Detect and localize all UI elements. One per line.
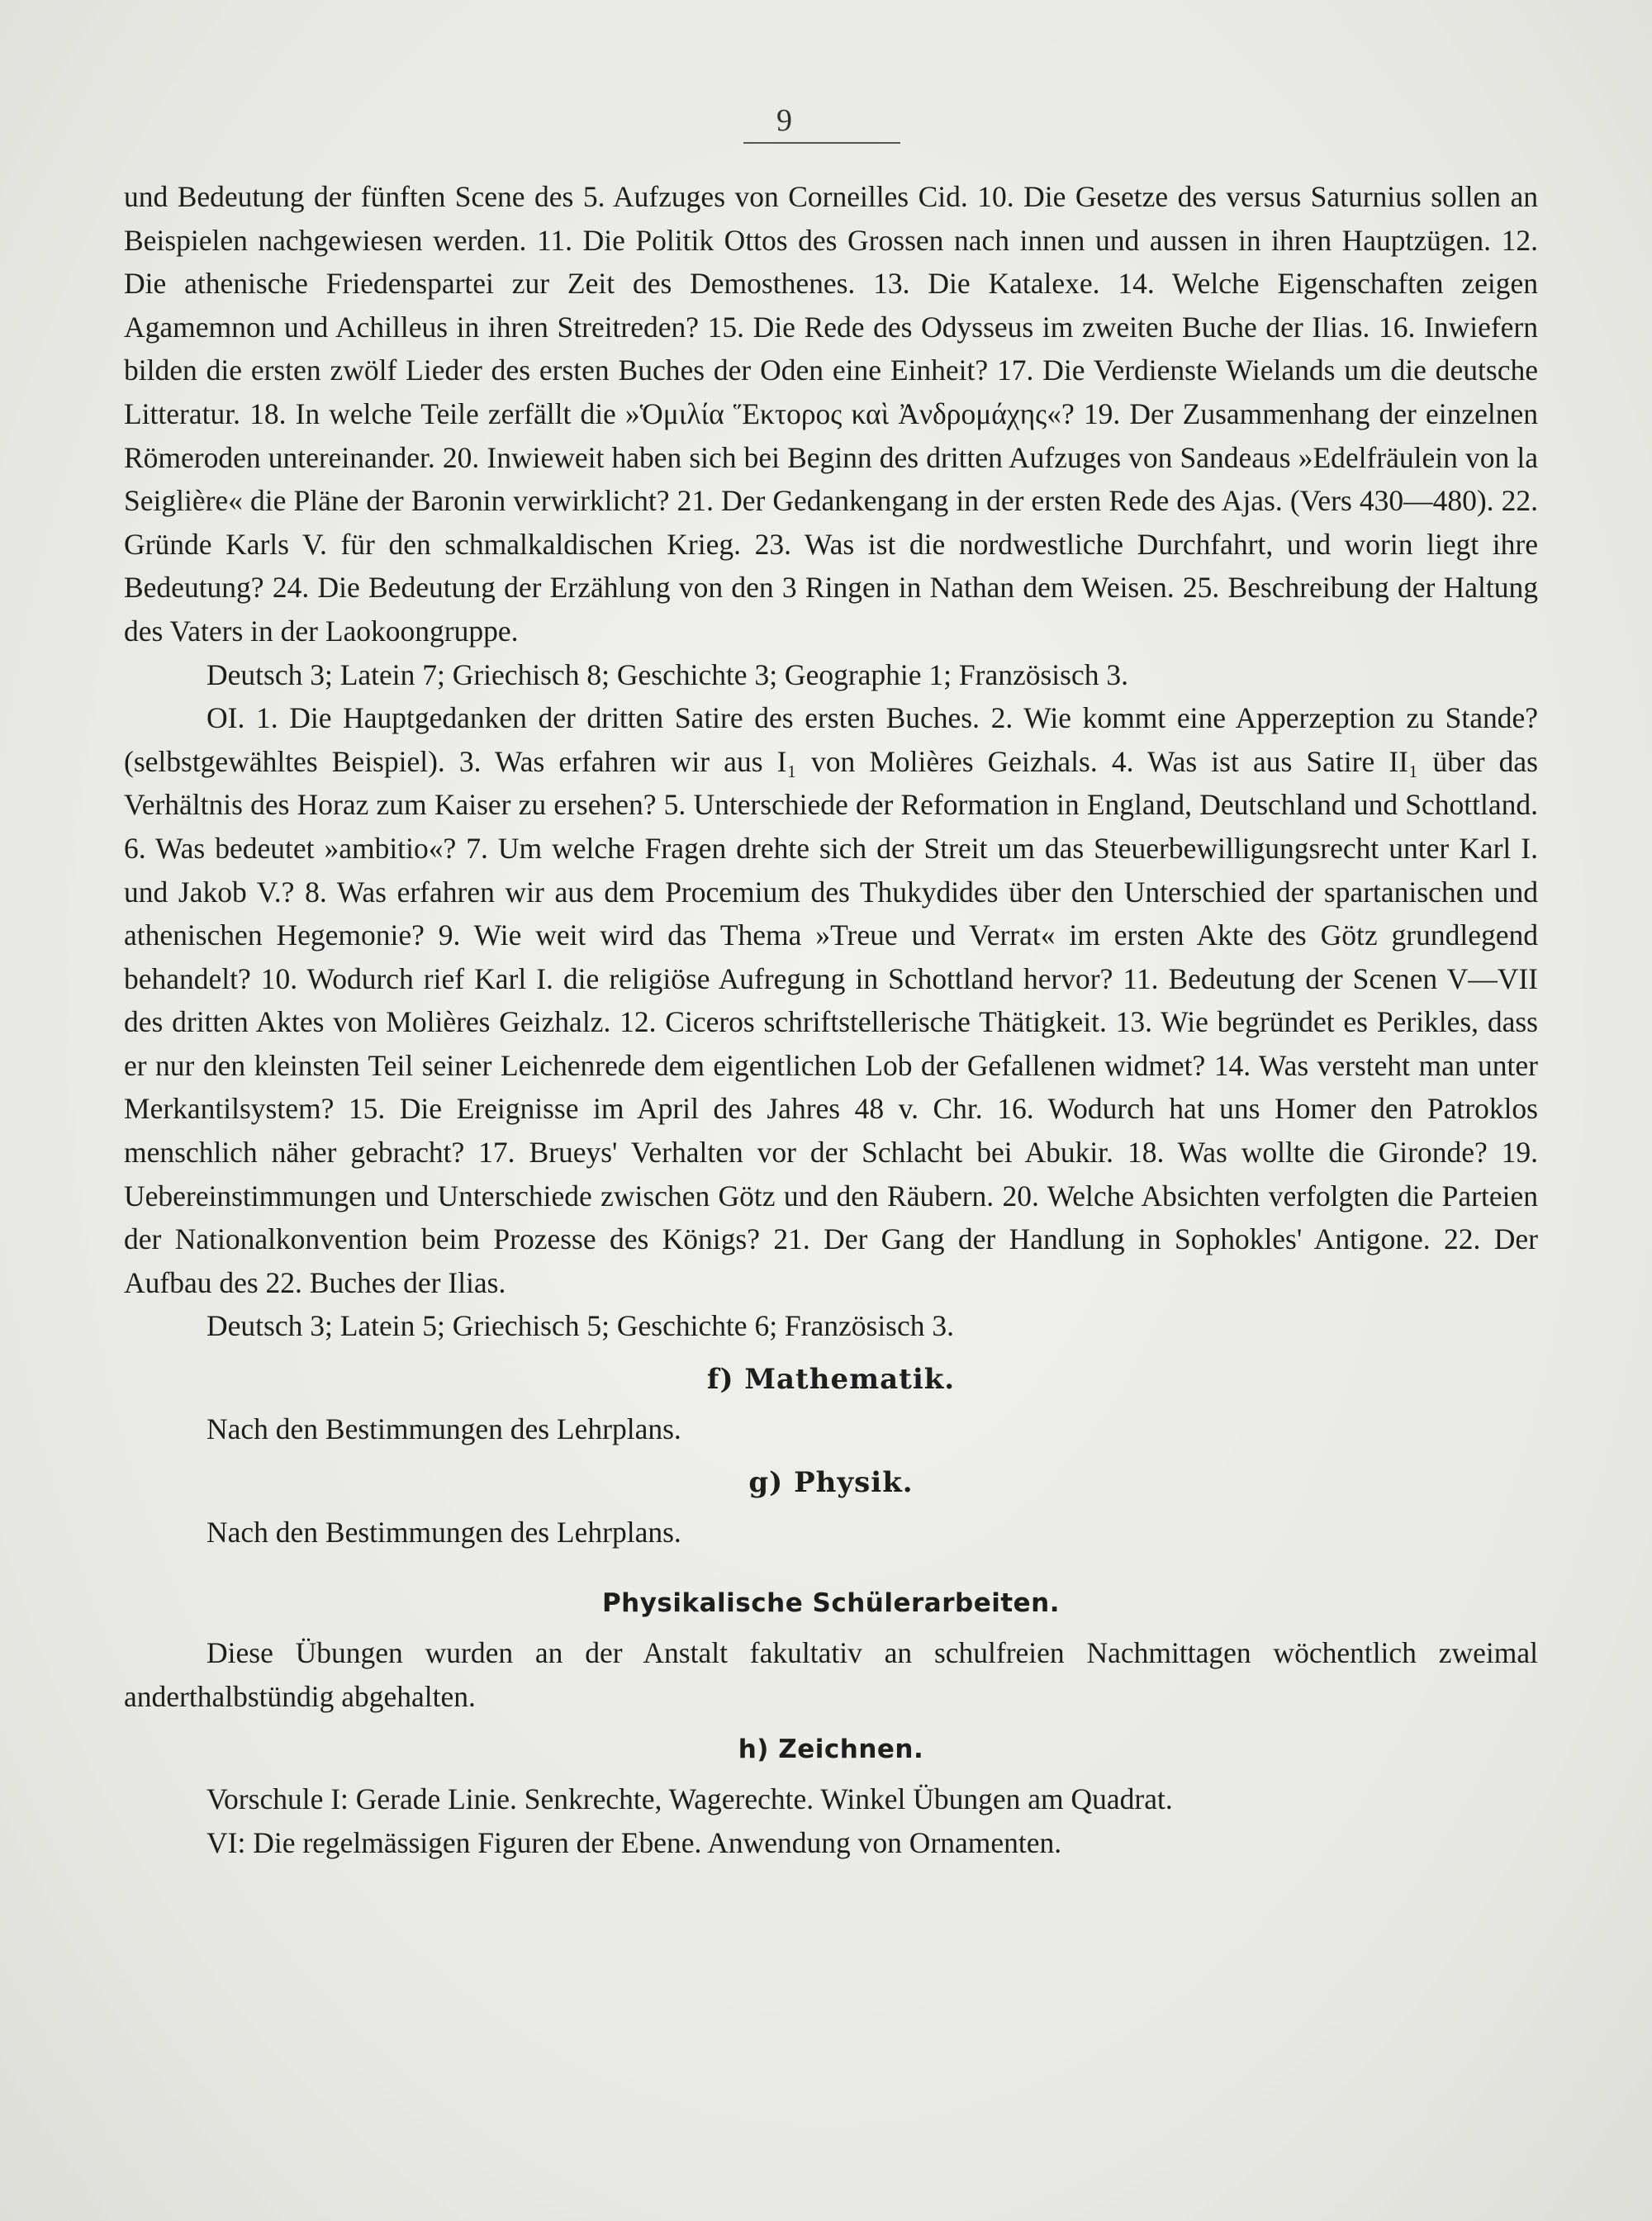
section-text-mathematik: Nach den Bestimmungen des Lehrplans. — [206, 1412, 681, 1446]
section-heading-zeichnen: h) Zeichnen. — [738, 1735, 924, 1765]
section-heading-schuelerarbeiten: Physikalische Schülerarbeiten. — [601, 1588, 1061, 1619]
section-text-physik: Nach den Bestimmungen des Lehrplans. — [206, 1515, 681, 1549]
section-heading-physik: g) Physik. — [748, 1465, 914, 1499]
page-number: 9 — [776, 103, 792, 138]
header-rule — [743, 142, 900, 144]
section-heading-mathematik: f) Mathematik. — [706, 1363, 956, 1397]
exam-topics-oi: OI. 1. Die Hauptgedanken der dritten Satire des ersten Buches. 2. Wie kommt eine Apperzeption zu Stande? (selbstgewähltes Beispiel). 3. Was erfahren wir aus I₁ von Molières Geizhals. 4. Was ist aus Satire II₁ über das Verhältnis des Horaz zum Kaiser zu ersehen? 5. Unterschiede der Reformation in England, Deutschland und Schottland. 6. Was bedeutet »ambitio«? 7. Um welche Fragen drehte sich der Streit um das Steuerbewilligungsrecht unter Karl I. und Jakob V.? 8. Was erfahren wir aus dem Procemium des Thukydides über den Unterschied der spartanischen und athenischen Hegemonie? 9. Wie weit wird das Thema »Treue und Verrat« im ersten Akte des Götz grundlegend behandelt? 10. Wodurch rief Karl I. die religiöse Aufregung in Schottland hervor? 11. Bedeutung der Scenen V—VII des dritten Aktes von Molières Geizhalz. 12. Ciceros schriftstellerische Thätigkeit. 13. Wie begründet es Perikles, dass er nur den kleinsten Teil seiner Leichenrede dem eigentlichen Lob der Gefallenen widmet? 14. Was versteht man unter Merkantilsystem? 15. Die Ereignisse im April des Jahres 48 v. Chr. 16. Wodurch hat uns Homer den Patroklos menschlich näher gebracht? 17. Brueys' Verhalten vor der Schlacht bei Abukir. 18. Was wollte die Gironde? 19. Uebereinstimmungen und Unterschiede zwischen Götz und den Räubern. 20. Welche Absichten verfolgten die Parteien der Nationalkonvention beim Prozesse des Königs? 21. Der Gang der Handlung in Sophokles' Antigone. 22. Der Aufbau des 22. Buches der Ilias. — [124, 701, 1538, 1299]
section-text-zeichnen-line1: Vorschule I: Gerade Linie. Senkrechte, Wagerechte. Winkel Übungen am Quadrat. — [206, 1782, 1173, 1816]
section-text-schuelerarbeiten: Diese Übungen wurden an der Anstalt fakultativ an schulfreien Nachmittagen wöchentlich zweimal anderthalbstündig abgehalten. — [124, 1636, 1538, 1713]
section-text-zeichnen-line2: VI: Die regelmässigen Figuren der Ebene. Anwendung von Ornamenten. — [206, 1826, 1062, 1859]
subject-totals-2: Deutsch 3; Latein 5; Griechisch 5; Geschichte 6; Französisch 3. — [206, 1309, 955, 1343]
document-body — [124, 175, 1538, 1865]
subject-totals-1: Deutsch 3; Latein 7; Griechisch 8; Geschichte 3; Geographie 1; Französisch 3. — [206, 657, 1128, 691]
exam-topics-upper-secondary: und Bedeutung der fünften Scene des 5. Aufzuges von Corneilles Cid. 10. Die Gesetze des versus Saturnius sollen an Beispielen nachgewiesen werden. 11. Die Politik Ottos des Grossen nach innen und aussen in ihren Hauptzügen. 12. Die athenische Friedenspartei zur Zeit des Demosthenes. 13. Die Katalexe. 14. Welche Eigenschaften zeigen Agamemnon und Achilleus in ihren Streitreden? 15. Die Rede des Odysseus im zweiten Buche der Ilias. 16. Inwiefern bilden die ersten zwölf Lieder des ersten Buches der Oden eine Einheit? 17. Die Verdienste Wielands um die deutsche Litteratur. 18. In welche Teile zerfällt die »Ὁμιλία Ἕκτορος καὶ Ἀνδρομάχης«? 19. Der Zusammenhang der einzelnen Römeroden untereinander. 20. Inwieweit haben sich bei Beginn des dritten Aufzuges von Sandeaus »Edelfräulein von la Seiglière« die Pläne der Baronin verwirklicht? 21. Der Gedankengang in der ersten Rede des Ajas. (Vers 430—480). 22. Gründe Karls V. für den schmalkaldischen Krieg. 23. Was ist die nordwestliche Durchfahrt, und worin liegt ihre Bedeutung? 24. Die Bedeutung der Erzählung von den 3 Ringen in Nathan dem Weisen. 25. Beschreibung der Haltung des Vaters in der Laokoongruppe. — [124, 180, 1538, 648]
